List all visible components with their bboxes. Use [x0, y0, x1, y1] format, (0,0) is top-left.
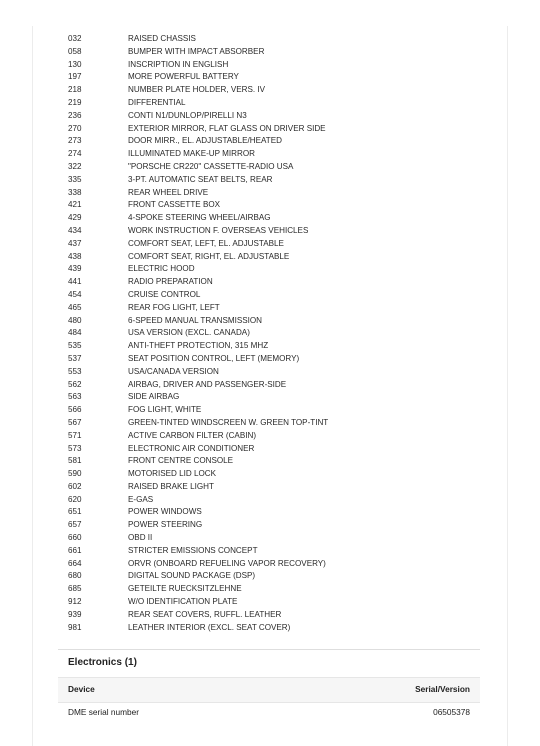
list-item — [68, 110, 488, 123]
list-item — [68, 622, 488, 635]
list-item — [68, 532, 488, 545]
option-description: SEAT POSITION CONTROL, LEFT (MEMORY) — [128, 353, 300, 363]
option-code: 567 — [68, 417, 82, 427]
option-description: ELECTRONIC AIR CONDITIONER — [128, 443, 255, 453]
option-code: 581 — [68, 456, 82, 466]
option-description: "PORSCHE CR220" CASSETTE-RADIO USA — [128, 161, 294, 171]
list-item — [68, 519, 488, 532]
list-item — [68, 609, 488, 622]
option-description: AIRBAG, DRIVER AND PASSENGER-SIDE — [128, 379, 287, 389]
option-description: FOG LIGHT, WHITE — [128, 405, 202, 415]
option-description: DIFFERENTIAL — [128, 97, 186, 107]
option-description: WORK INSTRUCTION F. OVERSEAS VEHICLES — [128, 225, 309, 235]
list-item — [68, 276, 488, 289]
option-description: USA VERSION (EXCL. CANADA) — [128, 328, 250, 338]
option-code: 602 — [68, 481, 82, 491]
option-code: 562 — [68, 379, 82, 389]
list-item — [68, 289, 488, 302]
list-item — [68, 315, 488, 328]
option-description: MORE POWERFUL BATTERY — [128, 72, 239, 82]
device-column-header: Device — [68, 684, 95, 694]
list-item — [68, 263, 488, 276]
list-item — [68, 302, 488, 315]
list-item — [68, 46, 488, 59]
option-code: 912 — [68, 597, 82, 607]
option-description: USA/CANADA VERSION — [128, 366, 219, 376]
device-serial: 06505378 — [433, 707, 470, 717]
list-item — [68, 353, 488, 366]
option-description: LEATHER INTERIOR (EXCL. SEAT COVER) — [128, 622, 291, 632]
option-code: 338 — [68, 187, 82, 197]
list-item — [68, 494, 488, 507]
option-code: 981 — [68, 622, 82, 632]
option-description: ELECTRIC HOOD — [128, 264, 195, 274]
option-code: 680 — [68, 571, 82, 581]
list-item — [68, 59, 488, 72]
option-description: DIGITAL SOUND PACKAGE (DSP) — [128, 571, 256, 581]
list-item — [68, 84, 488, 97]
option-code: 590 — [68, 469, 82, 479]
option-description: OBD II — [128, 533, 153, 543]
list-item — [68, 123, 488, 136]
table-row — [58, 701, 480, 721]
option-code: 032 — [68, 34, 82, 43]
list-item — [68, 199, 488, 212]
option-description: BUMPER WITH IMPACT ABSORBER — [128, 46, 265, 56]
list-item — [68, 251, 488, 264]
option-code: 537 — [68, 353, 82, 363]
list-item — [68, 583, 488, 596]
list-item — [68, 468, 488, 481]
list-item — [68, 187, 488, 200]
list-item — [68, 148, 488, 161]
list-item — [68, 417, 488, 430]
list-item — [68, 366, 488, 379]
option-description: ORVR (ONBOARD REFUELING VAPOR RECOVERY) — [128, 558, 326, 568]
option-code: 685 — [68, 584, 82, 594]
option-description: REAR SEAT COVERS, RUFFL. LEATHER — [128, 609, 282, 619]
list-item — [68, 443, 488, 456]
list-item — [68, 212, 488, 225]
option-description: E-GAS — [128, 494, 154, 504]
option-description: RAISED BRAKE LIGHT — [128, 481, 214, 491]
option-description: W/O IDENTIFICATION PLATE — [128, 597, 238, 607]
option-description: ILLUMINATED MAKE-UP MIRROR — [128, 149, 255, 159]
option-code: 939 — [68, 609, 82, 619]
electronics-table-header — [58, 677, 480, 703]
option-description: STRICTER EMISSIONS CONCEPT — [128, 545, 258, 555]
option-description: ACTIVE CARBON FILTER (CABIN) — [128, 430, 257, 440]
option-description: POWER WINDOWS — [128, 507, 202, 517]
options-list — [68, 33, 488, 634]
option-code: 274 — [68, 149, 82, 159]
option-description: SIDE AIRBAG — [128, 392, 180, 402]
list-item — [68, 404, 488, 417]
option-description: POWER STEERING — [128, 520, 203, 530]
option-code: 130 — [68, 59, 82, 69]
option-code: 573 — [68, 443, 82, 453]
option-code: 218 — [68, 85, 82, 95]
option-code: 197 — [68, 72, 82, 82]
option-code: 236 — [68, 110, 82, 120]
option-description: 4-SPOKE STEERING WHEEL/AIRBAG — [128, 213, 271, 223]
list-item — [68, 558, 488, 571]
list-item — [68, 340, 488, 353]
option-code: 620 — [68, 494, 82, 504]
option-description: GETEILTE RUECKSITZLEHNE — [128, 584, 242, 594]
option-code: 437 — [68, 238, 82, 248]
list-item — [68, 225, 488, 238]
option-description: 6-SPEED MANUAL TRANSMISSION — [128, 315, 263, 325]
list-item — [68, 33, 488, 46]
list-item — [68, 391, 488, 404]
option-code: 651 — [68, 507, 82, 517]
list-item — [68, 135, 488, 148]
list-item — [68, 238, 488, 251]
list-item — [68, 596, 488, 609]
list-item — [68, 379, 488, 392]
option-description: FRONT CASSETTE BOX — [128, 200, 221, 210]
list-item — [68, 71, 488, 84]
list-item — [68, 506, 488, 519]
option-description: RAISED CHASSIS — [128, 34, 196, 43]
electronics-section-title: Electronics (1) — [68, 657, 137, 668]
option-description: COMFORT SEAT, LEFT, EL. ADJUSTABLE — [128, 238, 284, 248]
option-code: 660 — [68, 533, 82, 543]
option-code: 454 — [68, 289, 82, 299]
option-description: EXTERIOR MIRROR, FLAT GLASS ON DRIVER SIDE — [128, 123, 326, 133]
device-name: DME serial number — [68, 707, 140, 717]
option-code: 657 — [68, 520, 82, 530]
option-description: CRUISE CONTROL — [128, 289, 201, 299]
list-item — [68, 481, 488, 494]
option-code: 484 — [68, 328, 82, 338]
option-code: 429 — [68, 213, 82, 223]
option-code: 434 — [68, 225, 82, 235]
list-item — [68, 455, 488, 468]
option-code: 661 — [68, 545, 82, 555]
list-item — [68, 570, 488, 583]
option-code: 465 — [68, 302, 82, 312]
option-code: 335 — [68, 174, 82, 184]
option-description: REAR WHEEL DRIVE — [128, 187, 209, 197]
list-item — [68, 430, 488, 443]
option-description: REAR FOG LIGHT, LEFT — [128, 302, 220, 312]
list-item — [68, 161, 488, 174]
option-code: 566 — [68, 405, 82, 415]
option-description: GREEN-TINTED WINDSCREEN W. GREEN TOP-TINT — [128, 417, 329, 427]
option-description: FRONT CENTRE CONSOLE — [128, 456, 234, 466]
option-description: ANTI-THEFT PROTECTION, 315 MHZ — [128, 341, 269, 351]
list-item — [68, 545, 488, 558]
option-description: DOOR MIRR., EL. ADJUSTABLE/HEATED — [128, 136, 282, 146]
electronics-section — [58, 649, 480, 730]
option-description: RADIO PREPARATION — [128, 277, 213, 287]
option-description: 3-PT. AUTOMATIC SEAT BELTS, REAR — [128, 174, 273, 184]
option-code: 438 — [68, 251, 82, 261]
option-code: 535 — [68, 341, 82, 351]
serial-column-header: Serial/Version — [415, 684, 470, 694]
option-code: 563 — [68, 392, 82, 402]
option-code: 439 — [68, 264, 82, 274]
option-code: 270 — [68, 123, 82, 133]
option-description: CONTI N1/DUNLOP/PIRELLI N3 — [128, 110, 247, 120]
option-code: 571 — [68, 430, 82, 440]
option-code: 273 — [68, 136, 82, 146]
option-code: 553 — [68, 366, 82, 376]
option-code: 441 — [68, 277, 82, 287]
list-item — [68, 174, 488, 187]
option-code: 058 — [68, 46, 82, 56]
option-code: 664 — [68, 558, 82, 568]
option-code: 480 — [68, 315, 82, 325]
option-code: 322 — [68, 161, 82, 171]
list-item — [68, 97, 488, 110]
list-item — [68, 327, 488, 340]
option-description: COMFORT SEAT, RIGHT, EL. ADJUSTABLE — [128, 251, 290, 261]
option-description: NUMBER PLATE HOLDER, VERS. IV — [128, 85, 266, 95]
option-code: 219 — [68, 97, 82, 107]
option-description: INSCRIPTION IN ENGLISH — [128, 59, 229, 69]
option-description: MOTORISED LID LOCK — [128, 469, 216, 479]
option-code: 421 — [68, 200, 82, 210]
